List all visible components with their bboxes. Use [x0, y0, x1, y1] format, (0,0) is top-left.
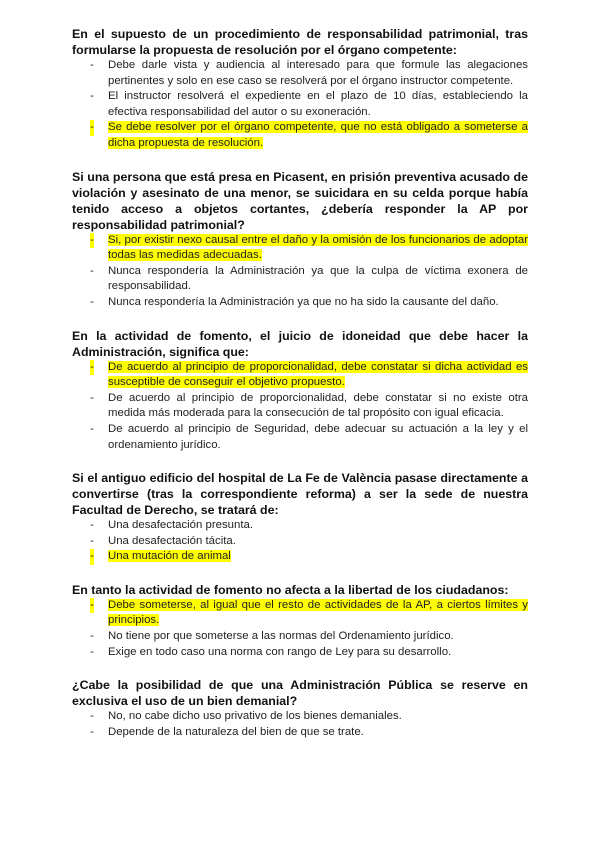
question-block	[72, 582, 528, 660]
answer-option-highlighted	[72, 233, 528, 264]
bullet-dash: -	[90, 90, 94, 103]
answer-list	[72, 709, 528, 740]
answer-list	[72, 360, 528, 454]
answer-list	[72, 518, 528, 565]
answer-text: Depende de la naturaleza del bien de que se trate.	[108, 725, 364, 738]
bullet-dash: -	[90, 295, 94, 308]
bullet-dash: -	[90, 360, 94, 376]
answer-text: De acuerdo al principio de proporcionalidad, debe constatar si no existe otra medida más moderada para la consecución de tal propósito con igual eficacia.	[108, 391, 528, 420]
answer-option	[72, 518, 528, 534]
answer-text: Debe someterse, al igual que el resto de actividades de la AP, a ciertos límites y principios.	[108, 598, 528, 627]
question-block	[72, 169, 528, 311]
question-block	[72, 26, 528, 152]
question-title: Si el antiguo edificio del hospital de La Fe de València pasase directamente a convertirse (tras la correspondiente reforma) a ser la sede de nuestra Facultad de Derecho, se tratará de:	[72, 471, 528, 518]
question-title: En tanto la actividad de fomento no afecta a la libertad de los ciudadanos:	[72, 582, 509, 597]
question-title: En el supuesto de un procedimiento de responsabilidad patrimonial, tras formularse la propuesta de resolución por el órgano competente:	[72, 27, 528, 57]
answer-option-highlighted	[72, 598, 528, 629]
bullet-dash: -	[90, 59, 94, 71]
answer-option	[72, 645, 528, 661]
answer-text: Exige en todo caso una norma con rango de Ley para su desarrollo.	[108, 645, 452, 658]
answer-option	[72, 391, 528, 422]
answer-text: Una mutación de animal	[108, 550, 231, 563]
answer-list	[72, 598, 528, 660]
answer-option-highlighted	[72, 120, 528, 151]
document-page	[72, 26, 528, 757]
bullet-dash: -	[90, 233, 94, 249]
bullet-dash: -	[90, 549, 94, 565]
answer-option	[72, 89, 528, 120]
question-block	[72, 677, 528, 740]
answer-option-highlighted	[72, 360, 528, 391]
answer-text: No, no cabe dicho uso privativo de los bienes demaniales.	[108, 710, 402, 723]
answer-option	[72, 58, 528, 89]
answer-text: De acuerdo al principio de Seguridad, debe adecuar su actuación a la ley y el ordenamiento jurídico.	[108, 422, 528, 451]
answer-option	[72, 629, 528, 645]
answer-option	[72, 709, 528, 725]
question-block	[72, 328, 528, 454]
question-title: En la actividad de fomento, el juicio de idoneidad que debe hacer la Administración, significa que:	[72, 328, 528, 359]
answer-text: Nunca respondería la Administración ya que no ha sido la causante del daño.	[108, 295, 499, 308]
bullet-dash: -	[90, 264, 94, 277]
bullet-dash: -	[90, 534, 94, 547]
bullet-dash: -	[90, 725, 94, 738]
bullet-dash: -	[90, 519, 94, 532]
question-title: ¿Cabe la posibilidad de que una Administración Pública se reserve en exclusiva el uso de un bien demanial?	[72, 678, 528, 709]
answer-list	[72, 58, 528, 152]
question-block	[72, 470, 528, 565]
answer-text: No tiene por que someterse a las normas del Ordenamiento jurídico.	[108, 630, 454, 643]
answer-option-highlighted	[72, 549, 528, 565]
answer-option	[72, 295, 528, 311]
bullet-dash: -	[90, 645, 94, 658]
question-title: Si una persona que está presa en Picasent, en prisión preventiva acusado de violación y asesinato de una menor, se suicidara en su celda porque había tenido acceso a objetos cortantes, ¿debería responder la AP por responsabilidad patrimonial?	[72, 169, 528, 232]
bullet-dash: -	[90, 710, 94, 723]
answer-text: Una desafectación presunta.	[108, 519, 254, 532]
answer-option	[72, 534, 528, 550]
answer-text: Debe darle vista y audiencia al interesado para que formule las alegaciones pertinentes y solo en ese caso se resolverá por el órgano instructor competente.	[108, 59, 528, 87]
answer-text: Si, por existir nexo causal entre el daño y la omisión de los funcionarios de adoptar todas las medidas adecuadas.	[108, 233, 528, 262]
answer-text: Nunca respondería la Administración ya que la culpa de víctima exonera de responsabilidad.	[108, 264, 528, 293]
bullet-dash: -	[90, 422, 94, 435]
bullet-dash: -	[90, 598, 94, 614]
bullet-dash: -	[90, 120, 94, 136]
answer-text: De acuerdo al principio de proporcionalidad, debe constatar si dicha actividad es susceptible de conseguir el objetivo propuesto.	[108, 360, 528, 389]
answer-text: Se debe resolver por el órgano competente, que no está obligado a someterse a dicha propuesta de resolución.	[108, 121, 528, 149]
bullet-dash: -	[90, 391, 94, 404]
answer-list	[72, 233, 528, 311]
answer-text: El instructor resolverá el expediente en el plazo de 10 días, estableciendo la efectiva responsabilidad del autor o su exoneración.	[108, 90, 528, 118]
answer-text: Una desafectación tácita.	[108, 534, 236, 547]
answer-option	[72, 422, 528, 453]
bullet-dash: -	[90, 630, 94, 643]
answer-option	[72, 264, 528, 295]
answer-option	[72, 725, 528, 741]
